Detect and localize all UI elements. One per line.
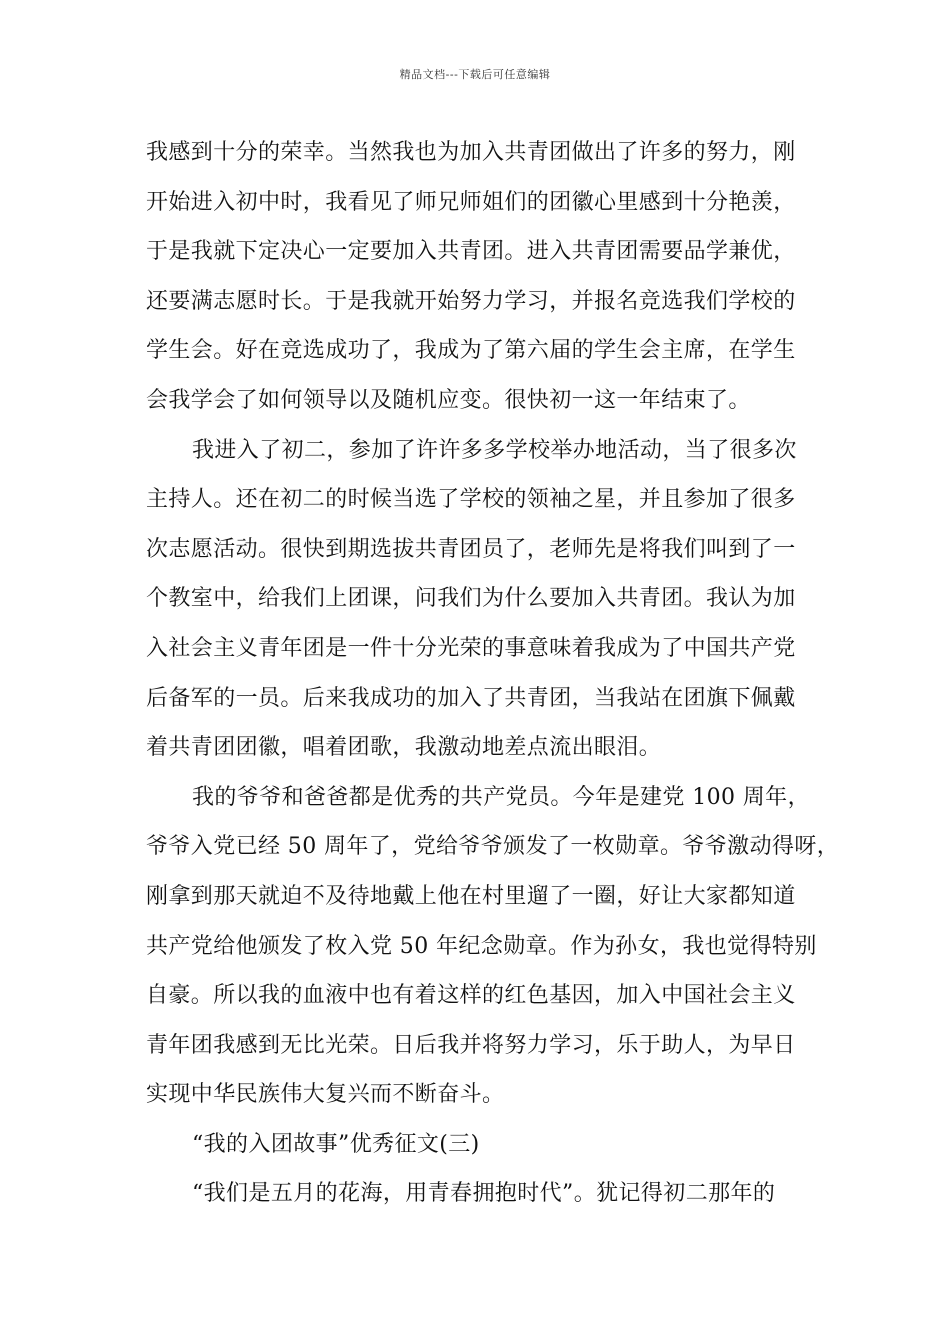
text-line: “我们是五月的花海，用青春拥抱时代”。犹记得初二那年的 (192, 1181, 776, 1207)
text-line: 主持人。还在初二的时候当选了学校的领袖之星，并且参加了很多 (146, 487, 796, 513)
text-line: 青年团我感到无比光荣。日后我并将努力学习，乐于助人，为早日 (146, 1032, 796, 1058)
text-line: 学生会。好在竞选成功了，我成为了第六届的学生会主席，在学生 (146, 338, 796, 364)
page-header: 精品文档---下载后可任意编辑 (399, 68, 551, 81)
text-line: 后备军的一员。后来我成功的加入了共青团，当我站在团旗下佩戴 (146, 685, 796, 711)
text-line: 共产党给他颁发了枚入党 50 年纪念勋章。作为孙女，我也觉得特别 (146, 933, 817, 959)
text-line: 我的爷爷和爸爸都是优秀的共产党员。今年是建党 100 周年， (192, 784, 810, 810)
text-line: 入社会主义青年团是一件十分光荣的事意味着我成为了中国共产党 (146, 635, 796, 661)
text-line: 爷爷入党已经 50 周年了，党给爷爷颁发了一枚勋章。爷爷激动得呀， (146, 834, 840, 860)
text-line: 会我学会了如何领导以及随机应变。很快初一这一年结束了。 (146, 387, 751, 413)
text-line: 于是我就下定决心一定要加入共青团。进入共青团需要品学兼优， (146, 239, 796, 265)
text-line: “我的入团故事”优秀征文(三) (192, 1131, 480, 1157)
text-line: 实现中华民族伟大复兴而不断奋斗。 (146, 1082, 505, 1108)
text-line: 我感到十分的荣幸。当然我也为加入共青团做出了许多的努力，刚 (146, 140, 796, 165)
text-line: 还要满志愿时长。于是我就开始努力学习，并报名竞选我们学校的 (146, 288, 796, 314)
document-body (146, 133, 840, 1224)
text-line: 刚拿到那天就迫不及待地戴上他在村里遛了一圈，好让大家都知道 (146, 883, 796, 909)
text-line: 我进入了初二，参加了许许多多学校举办地活动，当了很多次 (192, 437, 797, 463)
text-line: 个教室中，给我们上团课，问我们为什么要加入共青团。我认为加 (146, 586, 796, 612)
text-line: 开始进入初中时，我看见了师兄师姐们的团徽心里感到十分艳羡， (146, 189, 796, 215)
text-line: 自豪。所以我的血液中也有着这样的红色基因，加入中国社会主义 (146, 983, 796, 1009)
text-line: 次志愿活动。很快到期选拔共青团员了，老师先是将我们叫到了一 (146, 536, 796, 562)
text-line: 着共青团团徽，唱着团歌，我激动地差点流出眼泪。 (146, 735, 662, 761)
